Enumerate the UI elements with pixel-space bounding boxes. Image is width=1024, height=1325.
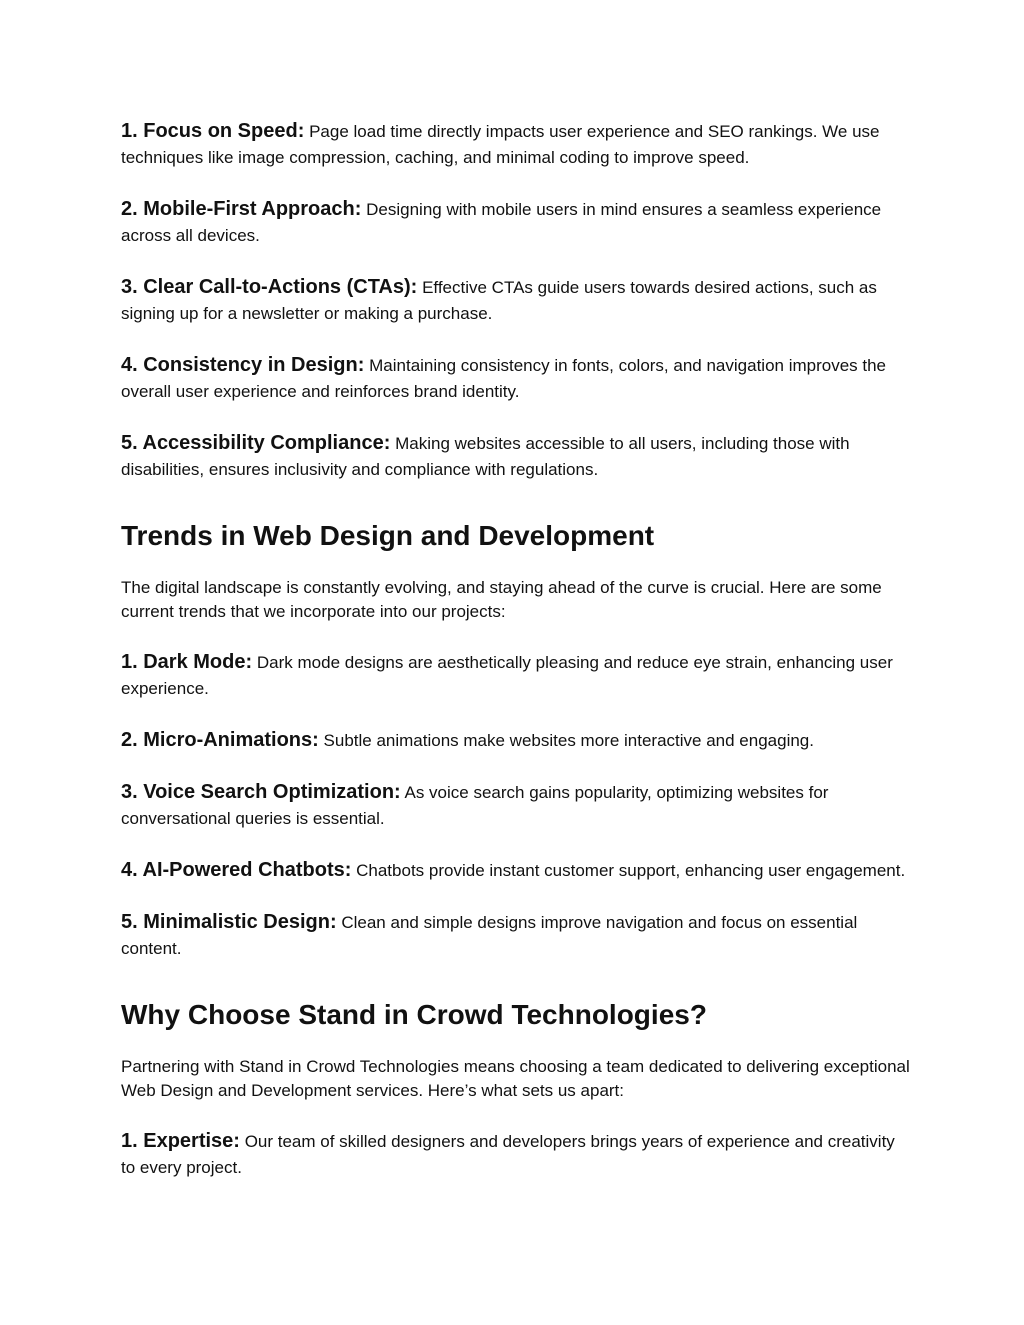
item-text: Our team of skilled designers and developers brings years of experience and creativity to every project.	[121, 1132, 895, 1177]
list-item-mobile-first	[121, 196, 911, 249]
item-text: Clean and simple designs improve navigation and focus on essential content.	[121, 913, 858, 958]
list-item-expertise	[121, 1128, 911, 1181]
item-lead: 4. AI-Powered Chatbots:	[121, 859, 352, 881]
list-item-ai-chatbots	[121, 857, 911, 884]
item-lead: 1. Dark Mode:	[121, 651, 253, 673]
item-lead: 3. Voice Search Optimization:	[121, 781, 401, 803]
list-item-clear-ctas	[121, 274, 911, 327]
item-lead: 3. Clear Call-to-Actions (CTAs):	[121, 276, 418, 298]
item-lead: 2. Mobile-First Approach:	[121, 198, 362, 220]
list-item-focus-on-speed	[121, 118, 911, 171]
list-item-accessibility	[121, 430, 911, 483]
section-heading-trends: Trends in Web Design and Development	[121, 520, 655, 551]
item-text: Maintaining consistency in fonts, colors, and navigation improves the overall user experience and reinforces brand identity.	[121, 356, 887, 401]
item-text: Subtle animations make websites more interactive and engaging.	[323, 731, 814, 750]
item-lead: 2. Micro-Animations:	[121, 729, 319, 751]
list-item-dark-mode	[121, 649, 911, 702]
list-item-consistency	[121, 352, 911, 405]
section-heading-why-choose: Why Choose Stand in Crowd Technologies?	[121, 999, 707, 1030]
item-text: Making websites accessible to all users, including those with disabilities, ensures inclusivity and compliance with regulations.	[121, 434, 850, 479]
section-intro-trends: The digital landscape is constantly evolving, and staying ahead of the curve is crucial. Here are some current trends that we incorporate into our projects:	[121, 578, 882, 621]
list-item-voice-search	[121, 779, 911, 832]
item-text: Page load time directly impacts user experience and SEO rankings. We use techniques like image compression, caching, and minimal coding to improve speed.	[121, 122, 880, 167]
item-text: As voice search gains popularity, optimizing websites for conversational queries is essential.	[121, 783, 829, 828]
item-lead: 1. Focus on Speed:	[121, 120, 305, 142]
item-text: Designing with mobile users in mind ensures a seamless experience across all devices.	[121, 200, 882, 245]
item-lead: 5. Minimalistic Design:	[121, 911, 337, 933]
item-lead: 1. Expertise:	[121, 1130, 240, 1152]
list-item-minimalistic-design	[121, 909, 911, 962]
list-item-micro-animations	[121, 727, 911, 754]
item-lead: 4. Consistency in Design:	[121, 354, 365, 376]
section-intro-why-choose: Partnering with Stand in Crowd Technologies means choosing a team dedicated to delivering exceptional Web Design and Development services. Here’s what sets us apart:	[121, 1057, 910, 1100]
item-text: Chatbots provide instant customer support, enhancing user engagement.	[356, 861, 906, 880]
item-text: Effective CTAs guide users towards desired actions, such as signing up for a newsletter or making a purchase.	[121, 278, 877, 323]
item-text: Dark mode designs are aesthetically pleasing and reduce eye strain, enhancing user experience.	[121, 653, 893, 698]
document-page	[121, 118, 911, 1181]
item-lead: 5. Accessibility Compliance:	[121, 432, 391, 454]
